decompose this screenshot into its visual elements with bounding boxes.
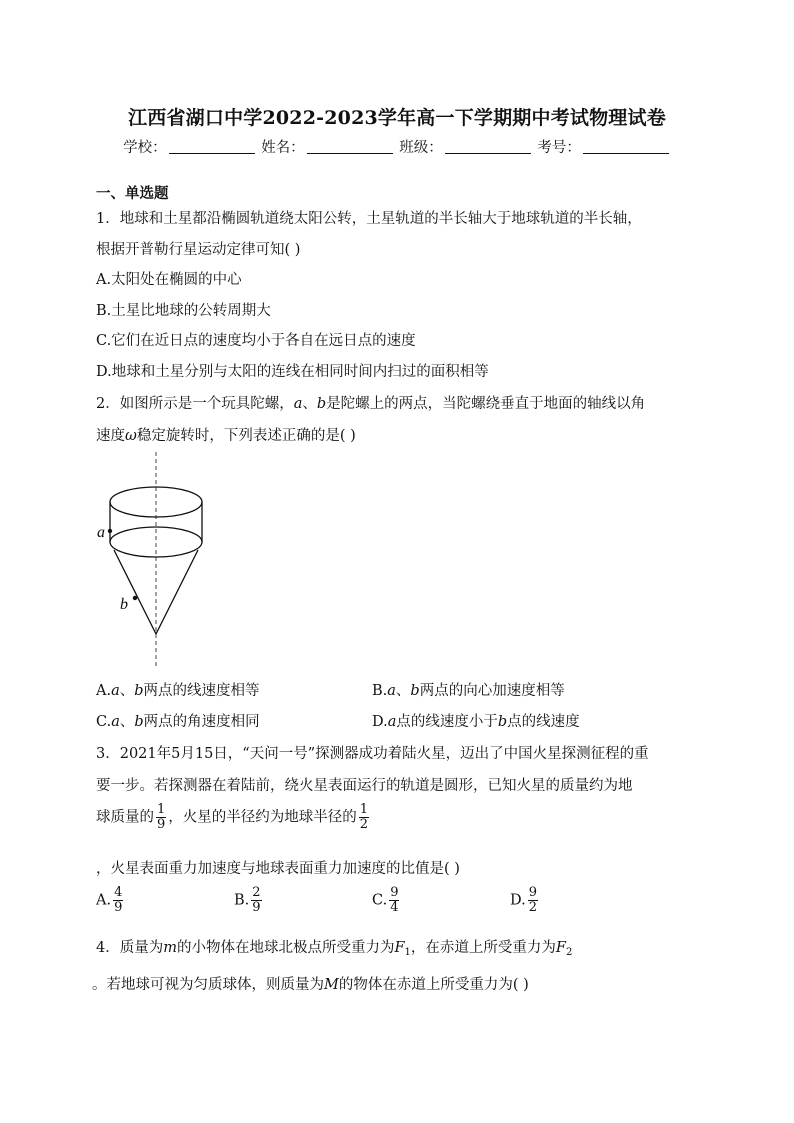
- q1-option-b: B.土星比地球的公转周期大: [96, 303, 271, 319]
- number-blank[interactable]: [583, 140, 669, 154]
- q2-stem-line2: 速度ω稳定旋转时，下列表述正确的是( ): [96, 428, 356, 444]
- school-label: 学校：: [123, 140, 167, 156]
- fraction-one-ninth: $\frac{1}{9}$: [157, 802, 166, 832]
- school-blank[interactable]: [169, 140, 255, 154]
- q1-option-a: A.太阳处在椭圆的中心: [96, 272, 242, 288]
- q3-stem-line3: 球质量的 $\frac{1}{9}$ ，火星的半径约为地球半径的 $\frac{1}{2}$: [96, 802, 369, 832]
- q3-option-d: D. $\frac{9}{2}$: [510, 885, 537, 915]
- q4-stem-line2: 。若地球可视为匀质球体，则质量为M的物体在赤道上所受重力为( ): [92, 977, 529, 993]
- q3-stem-line2: 要一步。若探测器在着陆前，绕火星表面运行的轨道是圆形，已知火星的质量约为地: [96, 778, 633, 794]
- point-a: [108, 529, 112, 533]
- q3-stem-line4: ，火星表面重力加速度与地球表面重力加速度的比值是( ): [96, 861, 460, 877]
- point-b: [133, 596, 137, 600]
- q1-option-c: C.它们在近日点的速度均小于各自在远日点的速度: [96, 333, 416, 349]
- name-blank[interactable]: [307, 140, 393, 154]
- q2-option-c: C.a、b两点的角速度相同: [96, 714, 260, 730]
- spinning-top-figure: [90, 446, 230, 672]
- q3-option-a: A. $\frac{4}{9}$: [96, 885, 123, 915]
- label-a: a: [97, 524, 105, 541]
- name-label: 姓名：: [261, 140, 305, 156]
- q2-option-d: D.a点的线速度小于b点的线速度: [372, 714, 580, 730]
- q1-stem-line2: 根据开普勒行星运动定律可知( ): [96, 242, 301, 258]
- q1-stem-line1: 1．地球和土星都沿椭圆轨道绕太阳公转，土星轨道的半长轴大于地球轨道的半长轴，: [96, 211, 642, 227]
- q2-option-a: A.a、b两点的线速度相等: [96, 683, 260, 699]
- cone-left-edge: [114, 550, 156, 634]
- label-b: b: [120, 596, 128, 613]
- fraction-one-half: $\frac{1}{2}$: [359, 802, 369, 832]
- section-heading: 一、单选题: [96, 185, 169, 202]
- q3-option-b: B. $\frac{2}{9}$: [234, 885, 261, 915]
- q1-option-d: D.地球和土星分别与太阳的连线在相同时间内扫过的面积相等: [96, 364, 489, 380]
- q4-stem-line1: 4．质量为m的小物体在地球北极点所受重力为$F_1$，在赤道上所受重力为$F_2$: [96, 940, 573, 958]
- student-info-row: [0, 136, 794, 157]
- number-label: 考号：: [537, 140, 581, 156]
- cone-right-edge: [156, 550, 198, 634]
- q2-option-b: B.a、b两点的向心加速度相等: [372, 683, 565, 699]
- q2-stem-line1: 2．如图所示是一个玩具陀螺，a、b是陀螺上的两点，当陀螺绕垂直于地面的轴线以角: [96, 396, 646, 412]
- q3-stem-line1: 3．2021年5月15日，“天问一号”探测器成功着陆火星，迈出了中国火星探测征程的重: [96, 746, 649, 762]
- class-label: 班级：: [399, 140, 443, 156]
- class-blank[interactable]: [445, 140, 531, 154]
- exam-title: 江西省湖口中学2022-2023学年高一下学期期中考试物理试卷: [128, 107, 666, 129]
- q3-option-c: C. $\frac{9}{4}$: [372, 885, 399, 915]
